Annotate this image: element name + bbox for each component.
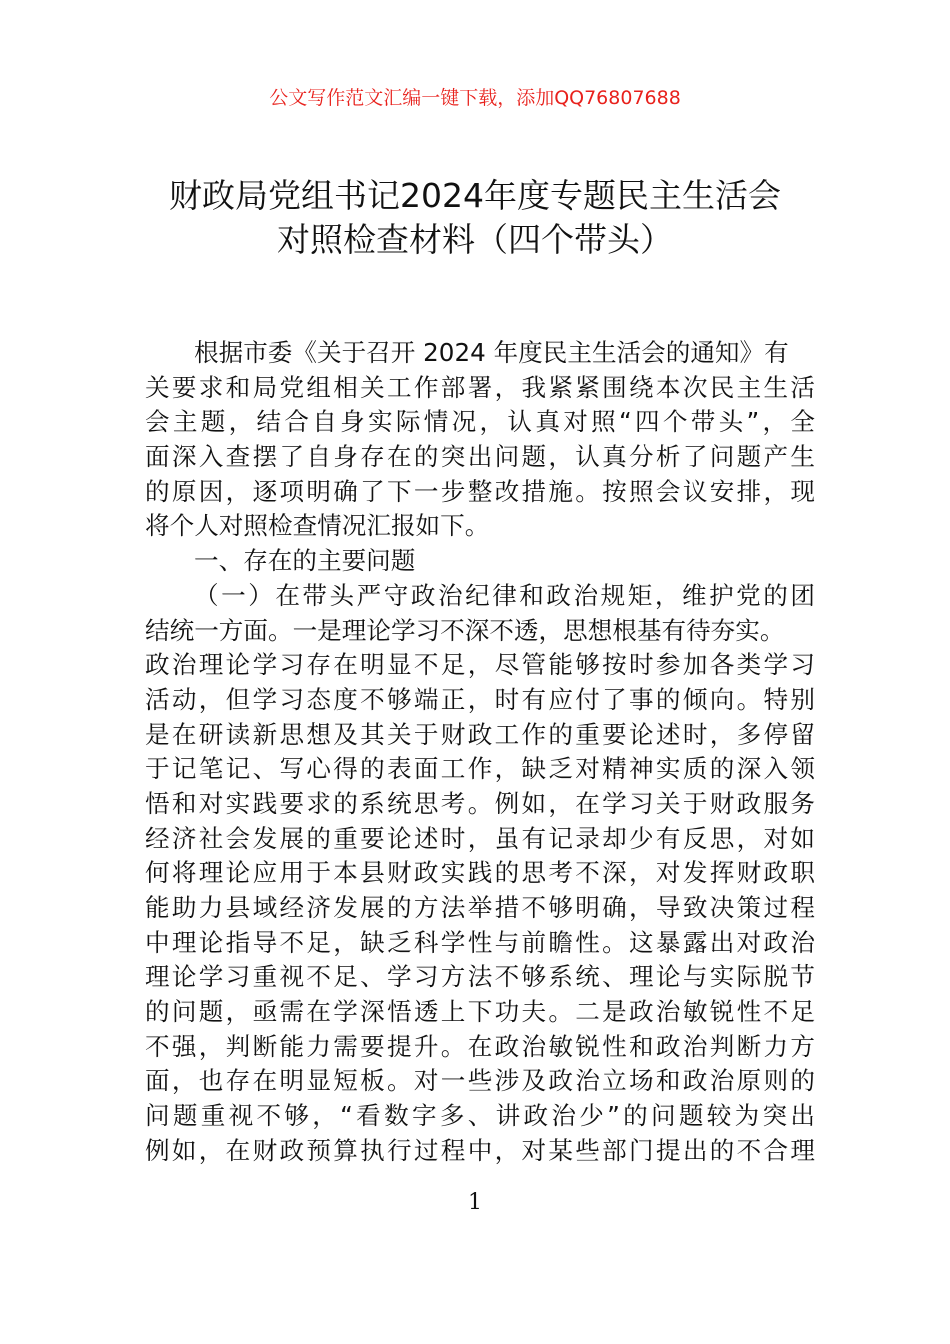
body-line: 结统一方面。一是理论学习不深不透，思想根基有待夯实。 [145, 615, 785, 645]
document-title-line-1: 财政局党组书记2024年度专题民主生活会 [169, 176, 781, 215]
body-line: 关要求和局党组相关工作部署，我紧紧围绕本次民主生活 [145, 372, 815, 402]
body-line: 经济社会发展的重要论述时，虽有记录却少有反思，对如 [145, 823, 815, 853]
body-line: 根据市委《关于召开 2024 年度民主生活会的通知》有 [194, 338, 789, 367]
body-line: 会主题，结合自身实际情况，认真对照“四个带头”，全 [145, 407, 815, 437]
document-title-line-2: 对照检查材料（四个带头） [277, 220, 673, 259]
body-line: 活动，但学习态度不够端正，时有应付了事的倾向。特别 [145, 684, 815, 714]
body-line: 中理论指导不足，缺乏科学性与前瞻性。这暴露出对政治 [145, 927, 815, 957]
download-banner: 公文写作范文汇编一键下载，添加QQ76807688 [269, 87, 681, 109]
body-line: 是在研读新思想及其关于财政工作的重要论述时，多停留 [145, 719, 815, 749]
body-line: 问题重视不够，“看数字多、讲政治少”的问题较为突出 [145, 1101, 815, 1131]
document-body [145, 336, 815, 1169]
body-line: 的原因，逐项明确了下一步整改措施。按照会议安排，现 [145, 476, 815, 506]
body-line: 例如，在财政预算执行过程中，对某些部门提出的不合理 [145, 1135, 815, 1165]
body-line: 政治理论学习存在明显不足，尽管能够按时参加各类学习 [145, 650, 815, 680]
body-line: 何将理论应用于本县财政实践的思考不深，对发挥财政职 [145, 858, 815, 888]
section-heading: 一、存在的主要问题 [194, 546, 416, 576]
body-line: 不强，判断能力需要提升。在政治敏锐性和政治判断力方 [145, 1031, 815, 1061]
body-line: 将个人对照检查情况汇报如下。 [145, 511, 490, 541]
body-line: （一）在带头严守政治纪律和政治规矩，维护党的团 [194, 580, 815, 610]
body-line: 悟和对实践要求的系统思考。例如，在学习关于财政服务 [145, 788, 815, 818]
page-number: 1 [468, 1190, 482, 1215]
body-line: 能助力县域经济发展的方法举措不够明确，导致决策过程 [145, 893, 815, 922]
body-line: 面深入查摆了自身存在的突出问题，认真分析了问题产生 [145, 442, 815, 472]
body-line: 于记笔记、写心得的表面工作，缺乏对精神实质的深入领 [145, 754, 815, 784]
body-line: 的问题，亟需在学深悟透上下功夫。二是政治敏锐性不足 [145, 997, 815, 1027]
body-line: 面，也存在明显短板。对一些涉及政治立场和政治原则的 [145, 1066, 815, 1096]
body-line: 理论学习重视不足、学习方法不够系统、理论与实际脱节 [145, 962, 815, 992]
